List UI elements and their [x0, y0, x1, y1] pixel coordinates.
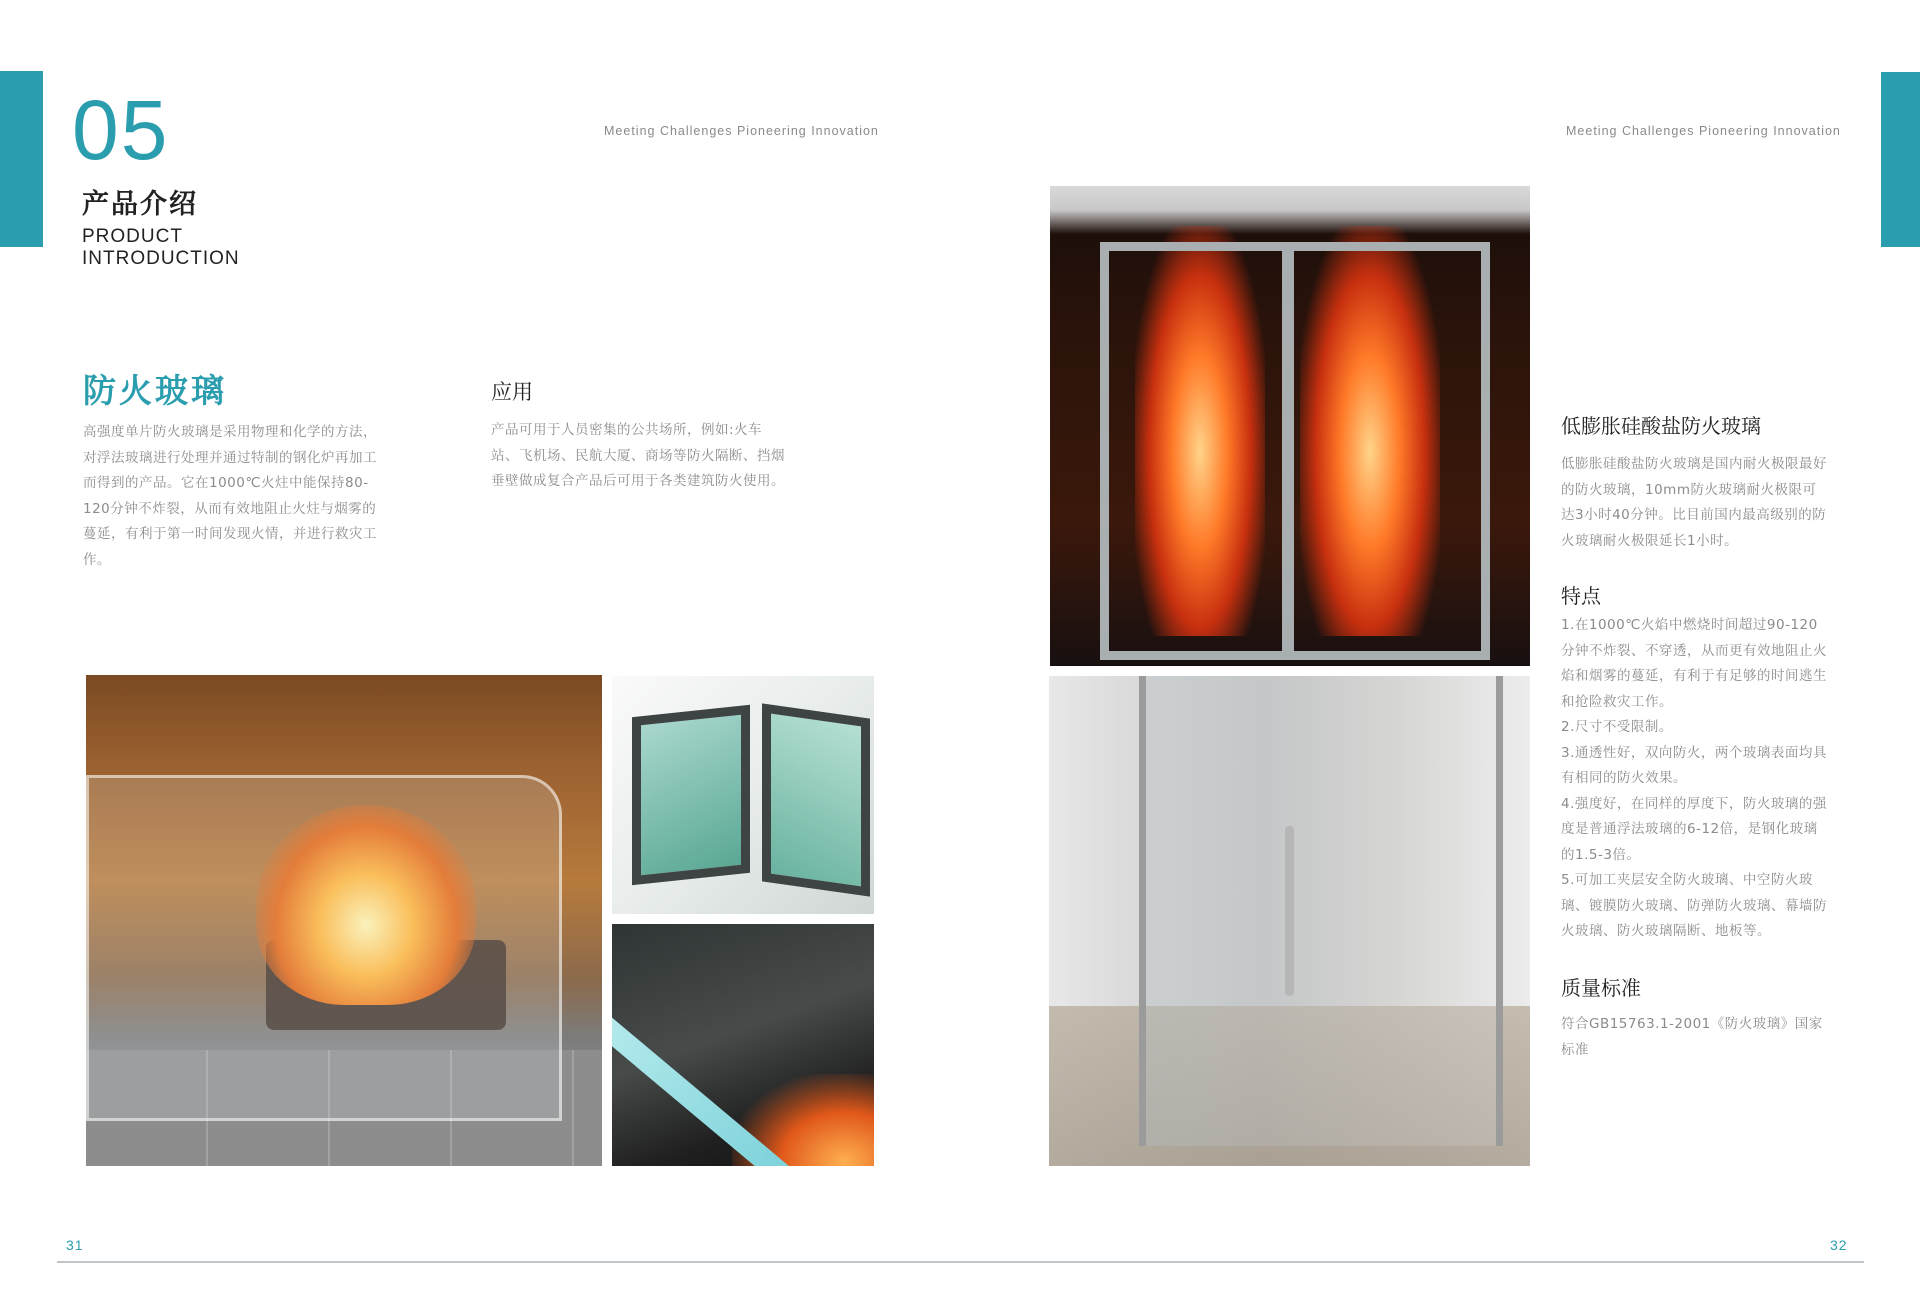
glass-edge-photo	[612, 924, 874, 1166]
feature-item: 2.尺寸不受限制。	[1561, 719, 1673, 735]
application-heading: 应用	[491, 380, 533, 404]
section-title-en-line1: PRODUCT	[82, 226, 183, 247]
product-title-fire-glass: 防火玻璃	[83, 371, 227, 410]
feature-item: 5.可加工夹层安全防火玻璃、中空防火玻璃、镀膜防火玻璃、防弹防火玻璃、幕墙防火玻璃、防火玻璃隔断、地板等。	[1561, 872, 1827, 939]
silicate-glass-paragraph: 低膨胀硅酸盐防火玻璃是国内耐火极限最好的防火玻璃，10mm防火玻璃耐火极限可达3小时40分钟。比目前国内最高级别的防火玻璃耐火极限延长1小时。	[1561, 456, 1827, 549]
fireplace-glass-screen	[86, 775, 562, 1121]
glass-door-panel	[1139, 676, 1503, 1146]
section-title-en-line2: INTRODUCTION	[82, 248, 240, 269]
right-accent-tab	[1881, 72, 1920, 247]
fire-door-mullion	[1282, 242, 1294, 660]
section-title-cn: 产品介绍	[82, 189, 198, 220]
section-title-en	[82, 226, 240, 270]
glass-panels-photo	[612, 676, 874, 914]
page-number-left: 31	[66, 1237, 84, 1253]
glass-pane-right	[762, 703, 870, 896]
fire-door-photo	[1050, 186, 1530, 666]
feature-item: 4.强度好，在同样的厚度下，防火玻璃的强度是普通浮法玻璃的6-12倍，是钢化玻璃的1.5-3倍。	[1561, 795, 1827, 863]
features-heading: 特点	[1561, 584, 1601, 608]
intro-paragraph: 高强度单片防火玻璃是采用物理和化学的方法，对浮法玻璃进行处理并通过特制的钢化炉再加工而得到的产品。它在1000℃火炷中能保持80-120分钟不炸裂，从而有效地阻止火炷与烟雾的蔓延，有利于第一时间发现火情，并进行救灾工作。	[83, 424, 377, 568]
left-accent-tab	[0, 71, 43, 247]
door-handle	[1285, 826, 1294, 996]
feature-item: 1.在1000℃火焰中燃烧时间超过90-120分钟不炸裂、不穿透，从而更有效地阻止火焰和烟雾的蔓延，有利于有足够的时间逃生和抢险救灾工作。	[1561, 617, 1827, 710]
feature-item: 3.通透性好，双向防火，两个玻璃表面均具有相同的防火效果。	[1561, 744, 1827, 786]
tagline-left: Meeting Challenges Pioneering Innovation	[604, 124, 879, 138]
section-number: 05	[72, 83, 170, 177]
fireplace-photo	[86, 675, 602, 1166]
tagline-right: Meeting Challenges Pioneering Innovation	[1566, 124, 1841, 138]
product-title-silicate-glass: 低膨胀硅酸盐防火玻璃	[1561, 414, 1761, 438]
glass-door-photo	[1049, 676, 1530, 1166]
glass-pane-left	[632, 705, 750, 885]
page-number-right: 32	[1830, 1237, 1848, 1253]
features-list	[1561, 613, 1827, 945]
footer-divider	[57, 1261, 1864, 1263]
quality-heading: 质量标准	[1561, 976, 1641, 1000]
fire-door-frame	[1100, 242, 1490, 660]
application-paragraph: 产品可用于人员密集的公共场所，例如:火车站、飞机场、民航大厦、商场等防火隔断、挡烟垂壁做成复合产品后可用于各类建筑防火使用。	[491, 422, 785, 489]
quality-paragraph: 符合GB15763.1-2001《防火玻璃》国家标准	[1561, 1016, 1823, 1058]
